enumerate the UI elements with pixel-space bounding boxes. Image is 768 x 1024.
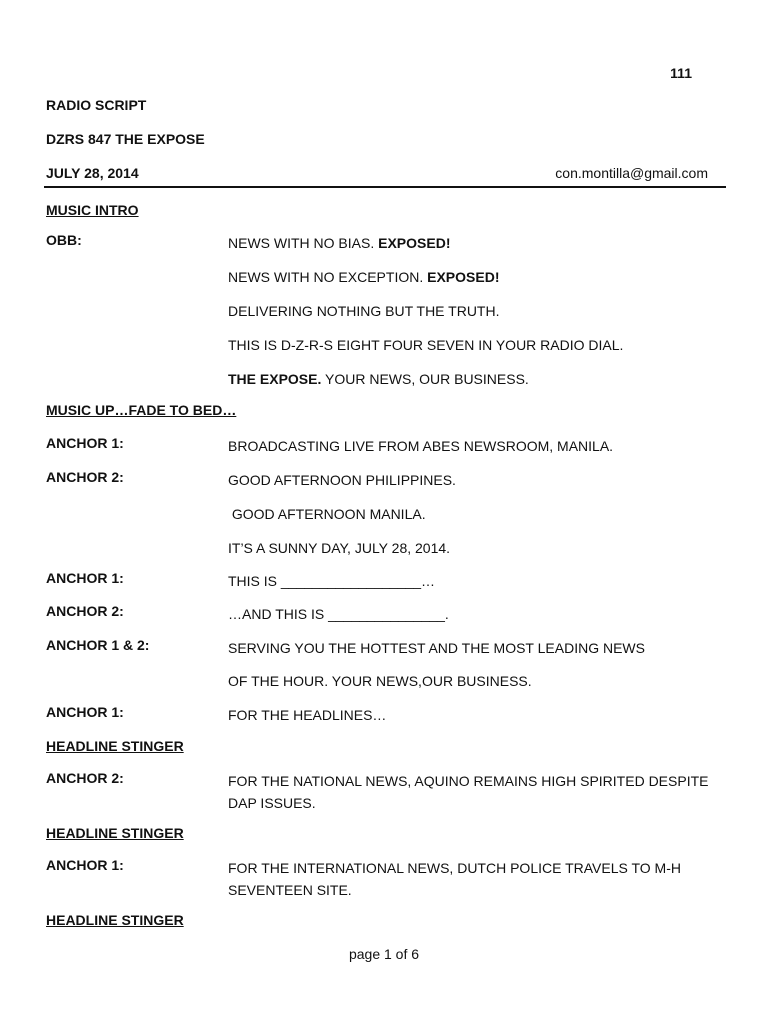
script-date: JULY 28, 2014 [46, 165, 139, 181]
dialogue-line: FOR THE HEADLINES… [228, 707, 387, 723]
emphasis-text: EXPOSED! [427, 269, 500, 285]
dialogue-line [228, 232, 728, 254]
cue-headline-stinger: HEADLINE STINGER [46, 912, 184, 928]
dialogue-line: THIS IS __________________… [228, 573, 436, 589]
dialogue-line: THIS IS D-Z-R-S EIGHT FOUR SEVEN IN YOUR RADIO DIAL. [228, 337, 624, 353]
emphasis-text: THE EXPOSE. [228, 371, 322, 387]
dialogue-line: GOOD AFTERNOON MANILA. [228, 506, 426, 522]
speaker-label: ANCHOR 1: [46, 704, 124, 720]
dialogue-text: NEWS WITH NO EXCEPTION. [228, 269, 428, 285]
dialogue-text: NEWS WITH NO BIAS. [228, 235, 379, 251]
dialogue-line: FOR THE INTERNATIONAL NEWS, DUTCH POLICE TRAVELS TO M-H SEVENTEEN SITE. [228, 860, 681, 898]
author-email: con.montilla@gmail.com [555, 165, 708, 181]
dialogue-line: OF THE HOUR. YOUR NEWS,OUR BUSINESS. [228, 673, 532, 689]
page-number: 111 [670, 65, 692, 81]
dialogue-line: SERVING YOU THE HOTTEST AND THE MOST LEADING NEWS [228, 640, 645, 656]
speaker-label: ANCHOR 2: [46, 469, 124, 485]
dialogue-line [228, 266, 728, 288]
speaker-label: ANCHOR 2: [46, 770, 124, 786]
dialogue-line: …AND THIS IS _______________. [228, 606, 449, 622]
dialogue-line: GOOD AFTERNOON PHILIPPINES. [228, 472, 456, 488]
dialogue-line: DELIVERING NOTHING BUT THE TRUTH. [228, 303, 500, 319]
doc-type-heading: RADIO SCRIPT [46, 97, 147, 113]
dialogue-line: IT’S A SUNNY DAY, JULY 28, 2014. [228, 540, 451, 556]
speaker-label: ANCHOR 1: [46, 435, 124, 451]
cue-headline-stinger: HEADLINE STINGER [46, 825, 184, 841]
speaker-label: ANCHOR 1 & 2: [46, 637, 150, 653]
dialogue-line [228, 368, 728, 390]
dialogue-line: FOR THE NATIONAL NEWS, AQUINO REMAINS HIGH SPIRITED DESPITE DAP ISSUES. [228, 773, 709, 811]
emphasis-text: EXPOSED! [378, 235, 451, 251]
speaker-label: ANCHOR 2: [46, 603, 124, 619]
speaker-label: OBB: [46, 232, 82, 248]
header-divider [44, 186, 726, 188]
page-footer: page 1 of 6 [348, 946, 420, 962]
dialogue-line: BROADCASTING LIVE FROM ABES NEWSROOM, MANILA. [228, 438, 614, 454]
speaker-label: ANCHOR 1: [46, 857, 124, 873]
cue-music-up: MUSIC UP…FADE TO BED… [46, 402, 237, 418]
program-title: DZRS 847 THE EXPOSE [46, 131, 205, 147]
cue-music-intro: MUSIC INTRO [46, 202, 139, 218]
dialogue-text: YOUR NEWS, OUR BUSINESS. [321, 371, 529, 387]
cue-headline-stinger: HEADLINE STINGER [46, 738, 184, 754]
speaker-label: ANCHOR 1: [46, 570, 124, 586]
